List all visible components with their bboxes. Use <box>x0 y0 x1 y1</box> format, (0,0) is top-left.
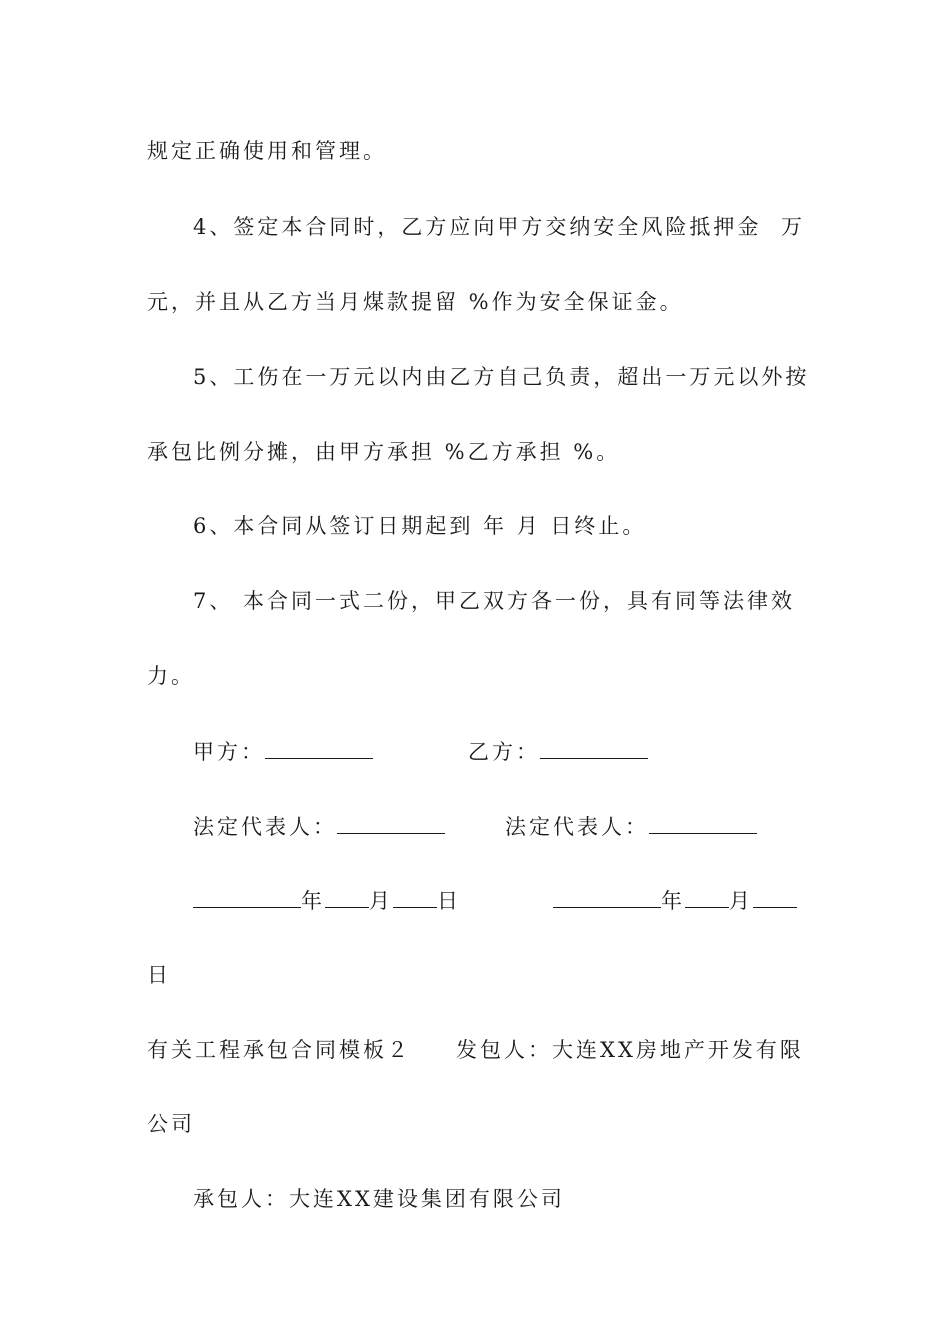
date-b-month: 月 <box>729 889 753 913</box>
date-b-day-blank <box>753 885 797 908</box>
date-a <box>193 885 461 916</box>
clause-7-text: 7、 本合同一式二份，甲乙双方各一份，具有同等法律效 <box>193 589 796 613</box>
clause-6-text: 6、本合同从签订日期起到 年 月 日终止。 <box>193 514 647 538</box>
rep-b-blank <box>649 811 757 834</box>
clause-4-text: 4、签定本合同时，乙方应向甲方交纳安全风险抵押金 <box>193 215 762 239</box>
date-b-year-blank <box>553 885 661 908</box>
clause-5-continuation: 承包比例分摊，由甲方承担 %乙方承担 %。 <box>147 440 621 464</box>
date-b-month-blank <box>685 885 729 908</box>
date-a-year: 年 <box>301 889 325 913</box>
party-a-signature <box>193 736 373 767</box>
clause-4-unit: 万 <box>781 215 805 239</box>
date-a-day-blank <box>393 885 437 908</box>
rep-a-blank <box>337 811 445 834</box>
date-a-year-blank <box>193 885 301 908</box>
date-b-year: 年 <box>661 889 685 913</box>
party-b-signature <box>468 736 648 767</box>
date-a-day: 日 <box>437 889 461 913</box>
date-a-month: 月 <box>369 889 393 913</box>
clause-3-continuation: 规定正确使用和管理。 <box>147 139 387 163</box>
clause-7-continuation: 力。 <box>147 664 195 688</box>
rep-a-signature <box>193 811 445 842</box>
rep-b-signature <box>505 811 757 842</box>
party-a-label: 甲方： <box>193 740 265 764</box>
employer-continuation: 公司 <box>147 1112 195 1136</box>
employer-line: 发包人：大连XX房地产开发有限 <box>456 1038 804 1062</box>
date-b <box>553 885 797 916</box>
date-a-month-blank <box>325 885 369 908</box>
clause-4-continuation: 元，并且从乙方当月煤款提留 %作为安全保证金。 <box>147 290 684 314</box>
party-b-blank <box>540 736 648 759</box>
party-b-label: 乙方： <box>468 740 540 764</box>
template-2-title: 有关工程承包合同模板２ <box>147 1038 411 1062</box>
rep-a-label: 法定代表人： <box>193 815 337 839</box>
clause-5-text: 5、工伤在一万元以内由乙方自己负责，超出一万元以外按 <box>193 365 810 389</box>
party-a-blank <box>265 736 373 759</box>
rep-b-label: 法定代表人： <box>505 815 649 839</box>
contractor-line: 承包人：大连XX建设集团有限公司 <box>193 1187 565 1211</box>
date-b-day: 日 <box>147 963 171 987</box>
